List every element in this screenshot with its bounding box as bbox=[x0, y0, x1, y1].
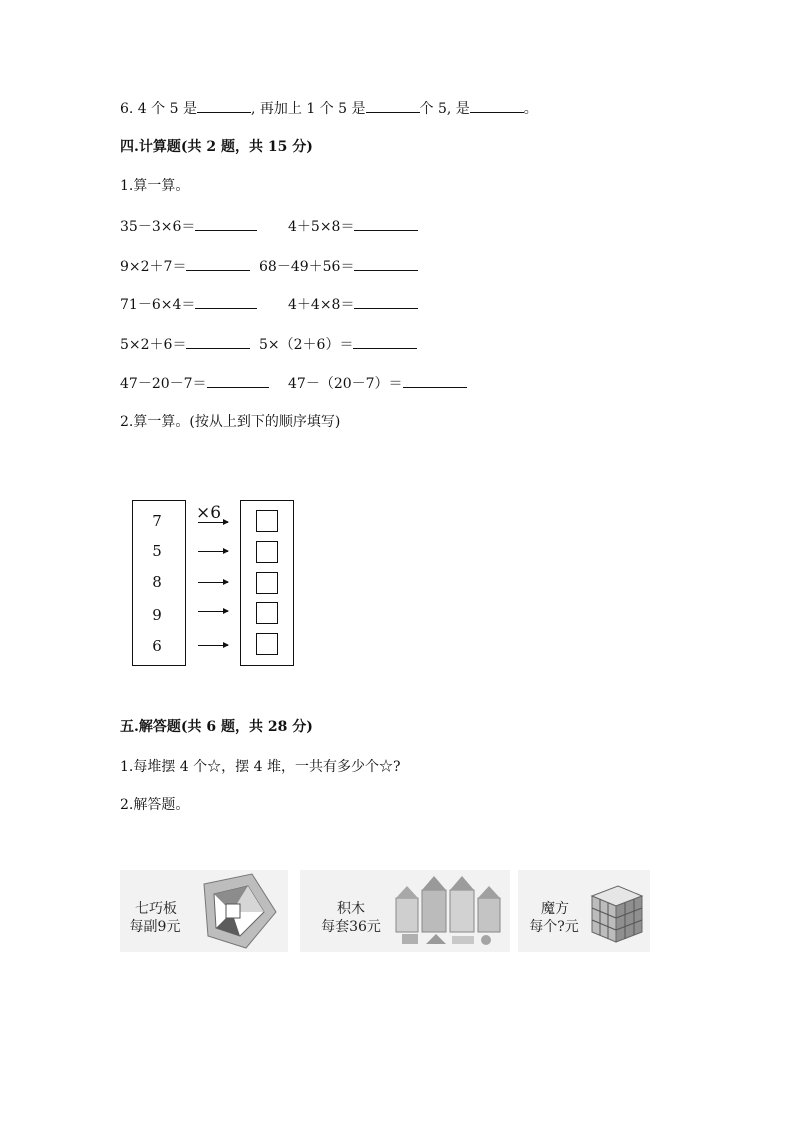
calc-2-heading: 2.算一算。(按从上到下的顺序填写) bbox=[120, 414, 341, 430]
input-number: 5 bbox=[152, 542, 162, 560]
answer-blank[interactable] bbox=[354, 216, 418, 231]
problem-1: 1.每堆摆 4 个☆，摆 4 堆，一共有多少个☆? bbox=[120, 759, 401, 775]
question-6 bbox=[120, 98, 538, 118]
answer-blank[interactable] bbox=[186, 256, 250, 271]
calc-expression: 4＋5×8＝ bbox=[288, 219, 355, 235]
product-panel-rubiks-cube bbox=[518, 870, 650, 952]
calc-row bbox=[288, 373, 467, 393]
calc-row bbox=[288, 294, 418, 314]
section-4-title: 四.计算题(共 2 题，共 15 分) bbox=[120, 139, 313, 155]
question-6-text-1: 6. 4 个 5 是 bbox=[120, 101, 197, 117]
answer-box[interactable] bbox=[256, 572, 278, 594]
answer-blank[interactable] bbox=[197, 98, 251, 113]
arrow-icon bbox=[198, 582, 228, 583]
product-price: 每套36元 bbox=[321, 919, 381, 935]
calc-row bbox=[120, 334, 250, 354]
rubiks-cube-icon bbox=[588, 882, 646, 946]
answer-blank[interactable] bbox=[186, 334, 250, 349]
product-name: 积木 bbox=[337, 901, 365, 917]
answer-blank[interactable] bbox=[353, 334, 417, 349]
calc-expression: 68－49＋56＝ bbox=[259, 259, 355, 275]
answer-blank[interactable] bbox=[354, 256, 418, 271]
product-price: 每副9元 bbox=[129, 919, 181, 935]
answer-blank[interactable] bbox=[403, 373, 467, 388]
calc-row bbox=[259, 334, 417, 354]
calc-expression: 4＋4×8＝ bbox=[288, 297, 355, 313]
calc-expression: 47－20－7＝ bbox=[120, 376, 207, 392]
arrow-icon bbox=[198, 611, 228, 612]
calc-expression: 9×2＋7＝ bbox=[120, 259, 187, 275]
arrow-icon bbox=[198, 551, 228, 552]
calc-row bbox=[120, 216, 257, 236]
input-number: 8 bbox=[152, 573, 162, 591]
product-panel-blocks bbox=[300, 870, 510, 952]
answer-box[interactable] bbox=[256, 633, 278, 655]
answer-blank[interactable] bbox=[366, 98, 420, 113]
calc-row bbox=[120, 256, 250, 276]
calc-row bbox=[288, 216, 418, 236]
answer-blank[interactable] bbox=[207, 373, 269, 388]
input-number: 6 bbox=[152, 637, 162, 655]
calc-expression: 5×2＋6＝ bbox=[120, 337, 187, 353]
answer-box[interactable] bbox=[256, 541, 278, 563]
question-6-text-3: 个 5, 是 bbox=[419, 101, 470, 117]
arrow-icon bbox=[198, 522, 228, 523]
problem-2: 2.解答题。 bbox=[120, 797, 190, 813]
calc-row bbox=[120, 294, 257, 314]
building-blocks-icon bbox=[392, 872, 504, 950]
calc-expression: 35－3×6＝ bbox=[120, 219, 196, 235]
answer-box[interactable] bbox=[256, 602, 278, 624]
calc-row bbox=[259, 256, 418, 276]
section-5-title: 五.解答题(共 6 题，共 28 分) bbox=[120, 719, 313, 735]
answer-blank[interactable] bbox=[354, 294, 418, 309]
answer-blank[interactable] bbox=[195, 294, 257, 309]
product-panel-tangram bbox=[120, 870, 288, 952]
answer-blank[interactable] bbox=[470, 98, 524, 113]
product-price: 每个?元 bbox=[529, 919, 579, 935]
tangram-icon bbox=[196, 872, 280, 950]
question-6-text-2: , 再加上 1 个 5 是 bbox=[250, 101, 366, 117]
calc-expression: 5×（2＋6）＝ bbox=[259, 337, 354, 353]
product-name: 七巧板 bbox=[135, 901, 177, 917]
question-6-text-4: 。 bbox=[523, 101, 538, 117]
input-number: 9 bbox=[152, 606, 162, 624]
answer-box[interactable] bbox=[256, 510, 278, 532]
calc-1-heading: 1.算一算。 bbox=[120, 178, 190, 194]
calc-row bbox=[120, 373, 269, 393]
calc-expression: 47－（20－7）＝ bbox=[288, 376, 403, 392]
operator-label: ×6 bbox=[196, 503, 222, 523]
calc-expression: 71－6×4＝ bbox=[120, 297, 196, 313]
answer-blank[interactable] bbox=[195, 216, 257, 231]
arrow-icon bbox=[198, 645, 228, 646]
product-name: 魔方 bbox=[541, 901, 569, 917]
input-number: 7 bbox=[152, 512, 162, 530]
